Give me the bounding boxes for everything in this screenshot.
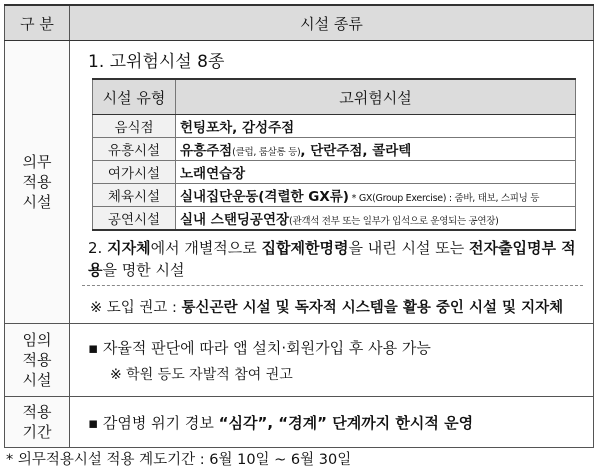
table-row: 공연시설 실내 스탠딩공연장(관객석 전부 또는 일부가 입석으로 운영되는 공연장) bbox=[93, 207, 576, 231]
mandatory-row bbox=[5, 41, 594, 324]
col-high-risk: 고위험시설 bbox=[176, 79, 576, 115]
table-row: 음식점 헌팅포차, 감성주점 bbox=[93, 115, 576, 138]
temporary-label: 임의 적용 시설 bbox=[5, 324, 70, 397]
temporary-row bbox=[5, 324, 594, 397]
temporary-note: ※ 학원 등도 자발적 참여 권고 bbox=[110, 366, 293, 383]
high-risk-title: 1. 고위험시설 8종 bbox=[88, 52, 225, 72]
footnote: * 의무적용시설 적용 계도기간 : 6월 10일 ~ 6월 30일 bbox=[6, 452, 352, 468]
header-facility-type: 시설 종류 bbox=[70, 5, 594, 41]
table-row: 체육시설 실내집단운동(격렬한 GX류) * GX(Group Exercise) : 줌바, 태보, 스피닝 등 bbox=[93, 184, 576, 207]
mandatory-label: 의무 적용 시설 bbox=[5, 41, 70, 324]
high-risk-table bbox=[92, 78, 576, 231]
table-row: 유흥시설 유흥주점(클럽, 룸살롱 등), 단란주점, 콜라텍 bbox=[93, 138, 576, 161]
header-category: 구 분 bbox=[5, 5, 70, 41]
period-content bbox=[70, 397, 594, 448]
adoption-recommendation: ※ 도입 권고 : 통신곤란 시설 및 독자적 시스템을 활용 중인 시설 및 지자체 bbox=[82, 285, 583, 323]
mandatory-content bbox=[70, 41, 594, 324]
temporary-content bbox=[70, 324, 594, 397]
point2-text: 2. 지자체에서 개별적으로 집합제한명령을 내린 시설 또는 전자출입명부 적용을 명한 시설 bbox=[88, 239, 576, 279]
facility-table bbox=[4, 4, 594, 448]
col-facility-type: 시설 유형 bbox=[93, 79, 176, 115]
table-row: 여가시설 노래연습장 bbox=[93, 161, 576, 184]
period-line: ▪ 감염병 위기 경보 “심각”, “경계” 단계까지 한시적 운영 bbox=[88, 413, 474, 432]
temporary-line: ▪ 자율적 판단에 따라 앱 설치·회원가입 후 사용 가능 bbox=[88, 338, 431, 357]
period-row bbox=[5, 397, 594, 448]
period-label: 적용 기간 bbox=[5, 397, 70, 448]
